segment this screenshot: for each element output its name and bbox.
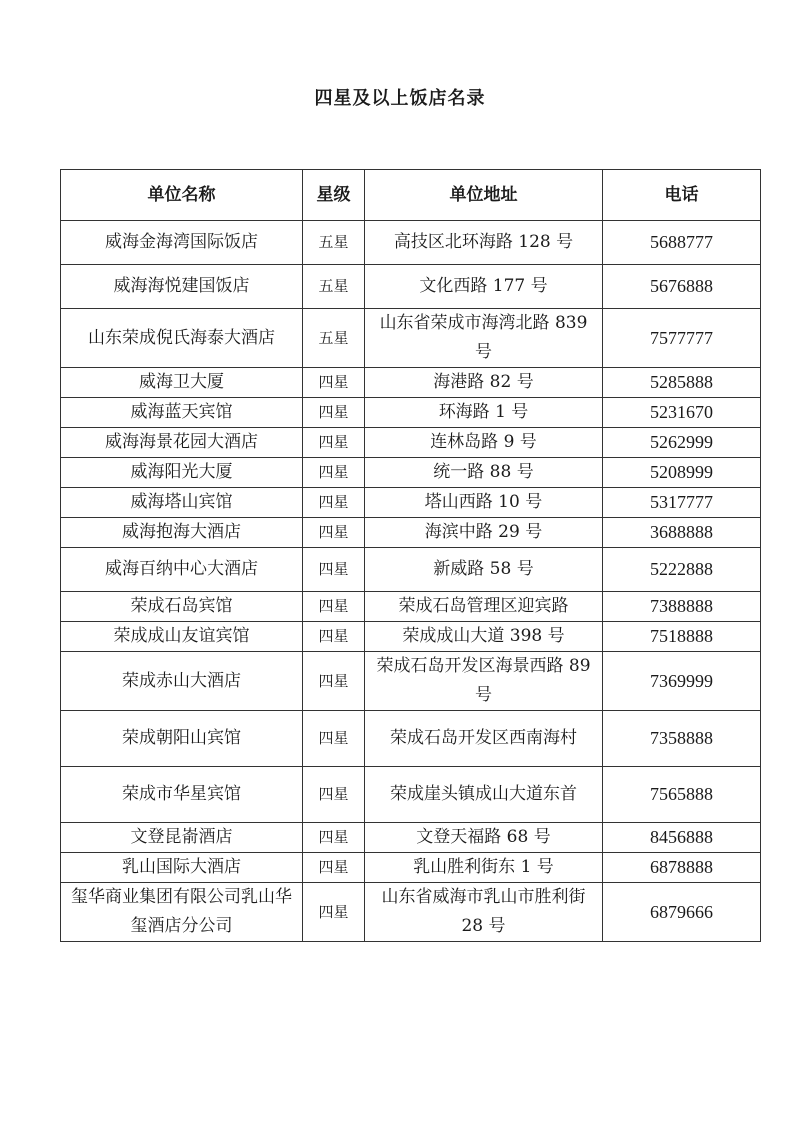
table-row bbox=[61, 368, 761, 398]
cell-name: 荣成朝阳山宾馆 bbox=[61, 711, 303, 767]
cell-address: 荣成石岛管理区迎宾路 bbox=[365, 592, 603, 622]
cell-phone: 5285888 bbox=[603, 368, 761, 398]
cell-address: 乳山胜利街东 1 号 bbox=[365, 853, 603, 883]
cell-star: 四星 bbox=[303, 622, 365, 652]
cell-phone: 5676888 bbox=[603, 265, 761, 309]
table-row bbox=[61, 711, 761, 767]
cell-phone: 7358888 bbox=[603, 711, 761, 767]
cell-address: 荣成崖头镇成山大道东首 bbox=[365, 767, 603, 823]
cell-name: 山东荣成倪氏海泰大酒店 bbox=[61, 309, 303, 368]
header-address: 单位地址 bbox=[365, 170, 603, 221]
cell-star: 四星 bbox=[303, 711, 365, 767]
cell-star: 五星 bbox=[303, 309, 365, 368]
cell-star: 四星 bbox=[303, 398, 365, 428]
cell-address: 海滨中路 29 号 bbox=[365, 518, 603, 548]
cell-name: 威海百纳中心大酒店 bbox=[61, 548, 303, 592]
cell-phone: 5317777 bbox=[603, 488, 761, 518]
table-row bbox=[61, 652, 761, 711]
table-row bbox=[61, 548, 761, 592]
cell-address: 统一路 88 号 bbox=[365, 458, 603, 488]
cell-star: 四星 bbox=[303, 368, 365, 398]
cell-phone: 7577777 bbox=[603, 309, 761, 368]
table-row bbox=[61, 853, 761, 883]
table-row bbox=[61, 309, 761, 368]
cell-phone: 8456888 bbox=[603, 823, 761, 853]
table-row bbox=[61, 592, 761, 622]
cell-address: 连林岛路 9 号 bbox=[365, 428, 603, 458]
cell-address: 环海路 1 号 bbox=[365, 398, 603, 428]
cell-phone: 5231670 bbox=[603, 398, 761, 428]
cell-phone: 7518888 bbox=[603, 622, 761, 652]
cell-address: 山东省威海市乳山市胜利街 28 号 bbox=[365, 883, 603, 942]
table-row bbox=[61, 823, 761, 853]
table-row bbox=[61, 428, 761, 458]
cell-name: 荣成赤山大酒店 bbox=[61, 652, 303, 711]
cell-phone: 5262999 bbox=[603, 428, 761, 458]
cell-address: 文化西路 177 号 bbox=[365, 265, 603, 309]
cell-name: 威海海悦建国饭店 bbox=[61, 265, 303, 309]
cell-star: 五星 bbox=[303, 265, 365, 309]
cell-name: 荣成石岛宾馆 bbox=[61, 592, 303, 622]
cell-address: 山东省荣成市海湾北路 839 号 bbox=[365, 309, 603, 368]
cell-star: 四星 bbox=[303, 652, 365, 711]
cell-name: 荣成成山友谊宾馆 bbox=[61, 622, 303, 652]
cell-phone: 7369999 bbox=[603, 652, 761, 711]
cell-name: 玺华商业集团有限公司乳山华玺酒店分公司 bbox=[61, 883, 303, 942]
cell-star: 四星 bbox=[303, 548, 365, 592]
cell-address: 高技区北环海路 128 号 bbox=[365, 221, 603, 265]
cell-name: 威海抱海大酒店 bbox=[61, 518, 303, 548]
table-row bbox=[61, 398, 761, 428]
header-star: 星级 bbox=[303, 170, 365, 221]
cell-phone: 5222888 bbox=[603, 548, 761, 592]
table-row bbox=[61, 458, 761, 488]
cell-name: 威海塔山宾馆 bbox=[61, 488, 303, 518]
cell-phone: 3688888 bbox=[603, 518, 761, 548]
cell-star: 四星 bbox=[303, 883, 365, 942]
table-row bbox=[61, 265, 761, 309]
cell-address: 新威路 58 号 bbox=[365, 548, 603, 592]
table-row bbox=[61, 883, 761, 942]
page-title: 四星及以上饭店名录 bbox=[314, 88, 486, 109]
cell-name: 乳山国际大酒店 bbox=[61, 853, 303, 883]
cell-name: 威海阳光大厦 bbox=[61, 458, 303, 488]
hotel-table bbox=[60, 169, 761, 942]
cell-phone: 7565888 bbox=[603, 767, 761, 823]
cell-address: 文登天福路 68 号 bbox=[365, 823, 603, 853]
cell-address: 荣成成山大道 398 号 bbox=[365, 622, 603, 652]
cell-star: 四星 bbox=[303, 488, 365, 518]
cell-address: 海港路 82 号 bbox=[365, 368, 603, 398]
cell-phone: 5688777 bbox=[603, 221, 761, 265]
table-row bbox=[61, 518, 761, 548]
cell-star: 四星 bbox=[303, 518, 365, 548]
cell-name: 威海卫大厦 bbox=[61, 368, 303, 398]
table-row bbox=[61, 622, 761, 652]
table-row bbox=[61, 488, 761, 518]
cell-name: 威海金海湾国际饭店 bbox=[61, 221, 303, 265]
cell-star: 四星 bbox=[303, 428, 365, 458]
cell-phone: 6879666 bbox=[603, 883, 761, 942]
cell-star: 四星 bbox=[303, 823, 365, 853]
cell-name: 威海海景花园大酒店 bbox=[61, 428, 303, 458]
cell-name: 荣成市华星宾馆 bbox=[61, 767, 303, 823]
cell-star: 四星 bbox=[303, 458, 365, 488]
cell-star: 五星 bbox=[303, 221, 365, 265]
cell-name: 文登昆嵛酒店 bbox=[61, 823, 303, 853]
cell-address: 荣成石岛开发区西南海村 bbox=[365, 711, 603, 767]
cell-star: 四星 bbox=[303, 592, 365, 622]
cell-address: 塔山西路 10 号 bbox=[365, 488, 603, 518]
header-name: 单位名称 bbox=[61, 170, 303, 221]
cell-star: 四星 bbox=[303, 767, 365, 823]
table-row bbox=[61, 221, 761, 265]
table-header-row bbox=[61, 170, 761, 221]
cell-phone: 6878888 bbox=[603, 853, 761, 883]
header-phone: 电话 bbox=[603, 170, 761, 221]
cell-name: 威海蓝天宾馆 bbox=[61, 398, 303, 428]
cell-star: 四星 bbox=[303, 853, 365, 883]
cell-phone: 5208999 bbox=[603, 458, 761, 488]
cell-address: 荣成石岛开发区海景西路 89 号 bbox=[365, 652, 603, 711]
cell-phone: 7388888 bbox=[603, 592, 761, 622]
table-row bbox=[61, 767, 761, 823]
